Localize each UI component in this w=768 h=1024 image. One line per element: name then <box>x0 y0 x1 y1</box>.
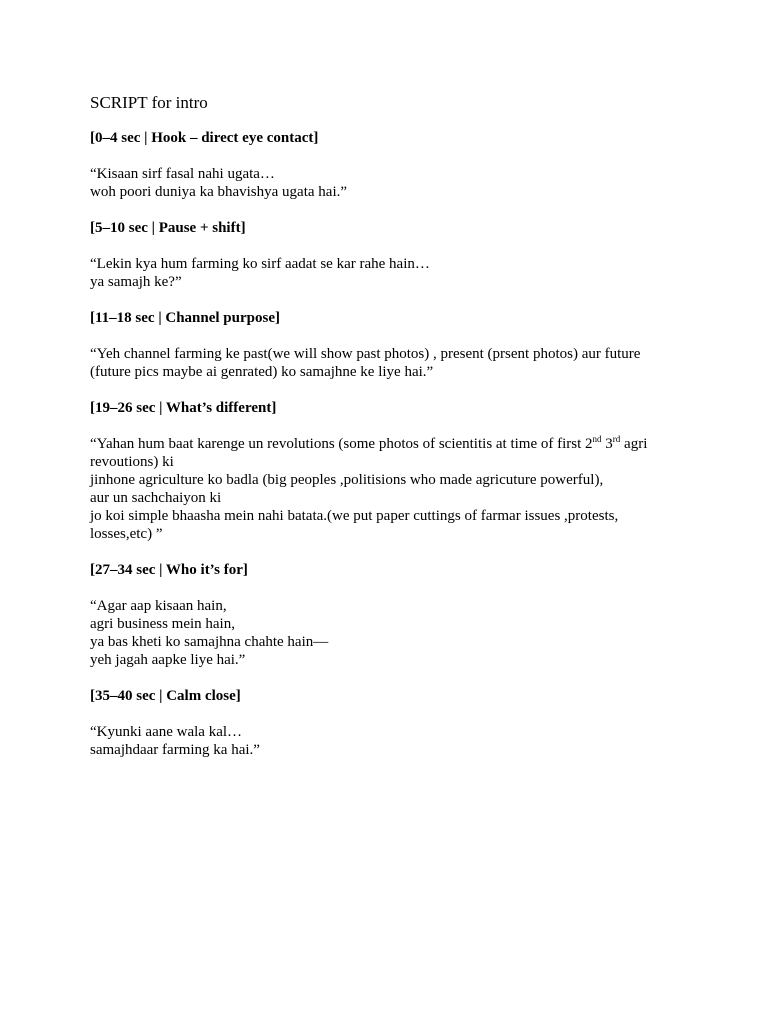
script-line: samajhdaar farming ka hai.” <box>90 742 260 758</box>
script-line: jo koi simple bhaasha mein nahi batata.(we put paper cuttings of farmar issues ,protests, losses,etc) ” <box>90 508 619 542</box>
script-line: jinhone agriculture ko badla (big peoples ,politisions who made agricuture powerful), <box>90 472 604 488</box>
script-line: woh poori duniya ka bhavishya ugata hai.” <box>90 184 348 200</box>
section-text <box>90 723 680 759</box>
document-body <box>90 93 680 777</box>
section-text <box>90 435 680 543</box>
script-line: ya bas kheti ko samajhna chahte hain— <box>90 634 329 650</box>
script-line: “Yeh channel farming ke past(we will show past photos) , present (prsent photos) aur future (future pics maybe ai genrated) ko samajhne ke liye hai.” <box>90 346 641 380</box>
section-heading: [19–26 sec | What’s different] <box>90 400 277 416</box>
section-heading: [27–34 sec | Who it’s for] <box>90 562 248 578</box>
script-line: “Lekin kya hum farming ko sirf aadat se kar rahe hain… <box>90 256 430 272</box>
section-text <box>90 597 680 669</box>
script-line: yeh jagah aapke liye hai.” <box>90 652 246 668</box>
script-line: aur un sachchaiyon ki <box>90 490 222 506</box>
superscript: rd <box>612 434 621 444</box>
text-run: agri revoutions) ki <box>90 436 648 470</box>
text-run: 3 <box>601 436 613 452</box>
section-text <box>90 165 680 201</box>
script-section-who-its-for <box>90 561 680 669</box>
section-text <box>90 345 680 381</box>
section-heading: [11–18 sec | Channel purpose] <box>90 310 280 326</box>
script-line: “Kisaan sirf fasal nahi ugata… <box>90 166 275 182</box>
script-line: “Kyunki aane wala kal… <box>90 724 243 740</box>
section-text <box>90 255 680 291</box>
superscript: nd <box>592 434 602 444</box>
script-section-hook <box>90 129 680 201</box>
script-section-whats-different <box>90 399 680 543</box>
script-section-pause <box>90 219 680 291</box>
text-run: “Yahan hum baat karenge un revolutions (some photos of scientitis at time of first 2 <box>90 436 593 452</box>
section-heading: [35–40 sec | Calm close] <box>90 688 241 704</box>
script-section-channel-purpose <box>90 309 680 381</box>
script-line: agri business mein hain, <box>90 616 235 632</box>
script-line: “Agar aap kisaan hain, <box>90 598 227 614</box>
script-line: ya samajh ke?” <box>90 274 182 290</box>
script-section-calm-close <box>90 687 680 759</box>
section-heading: [5–10 sec | Pause + shift] <box>90 220 246 236</box>
script-line <box>90 435 680 471</box>
section-heading: [0–4 sec | Hook – direct eye contact] <box>90 130 319 146</box>
document-title: SCRIPT for intro <box>90 93 208 112</box>
